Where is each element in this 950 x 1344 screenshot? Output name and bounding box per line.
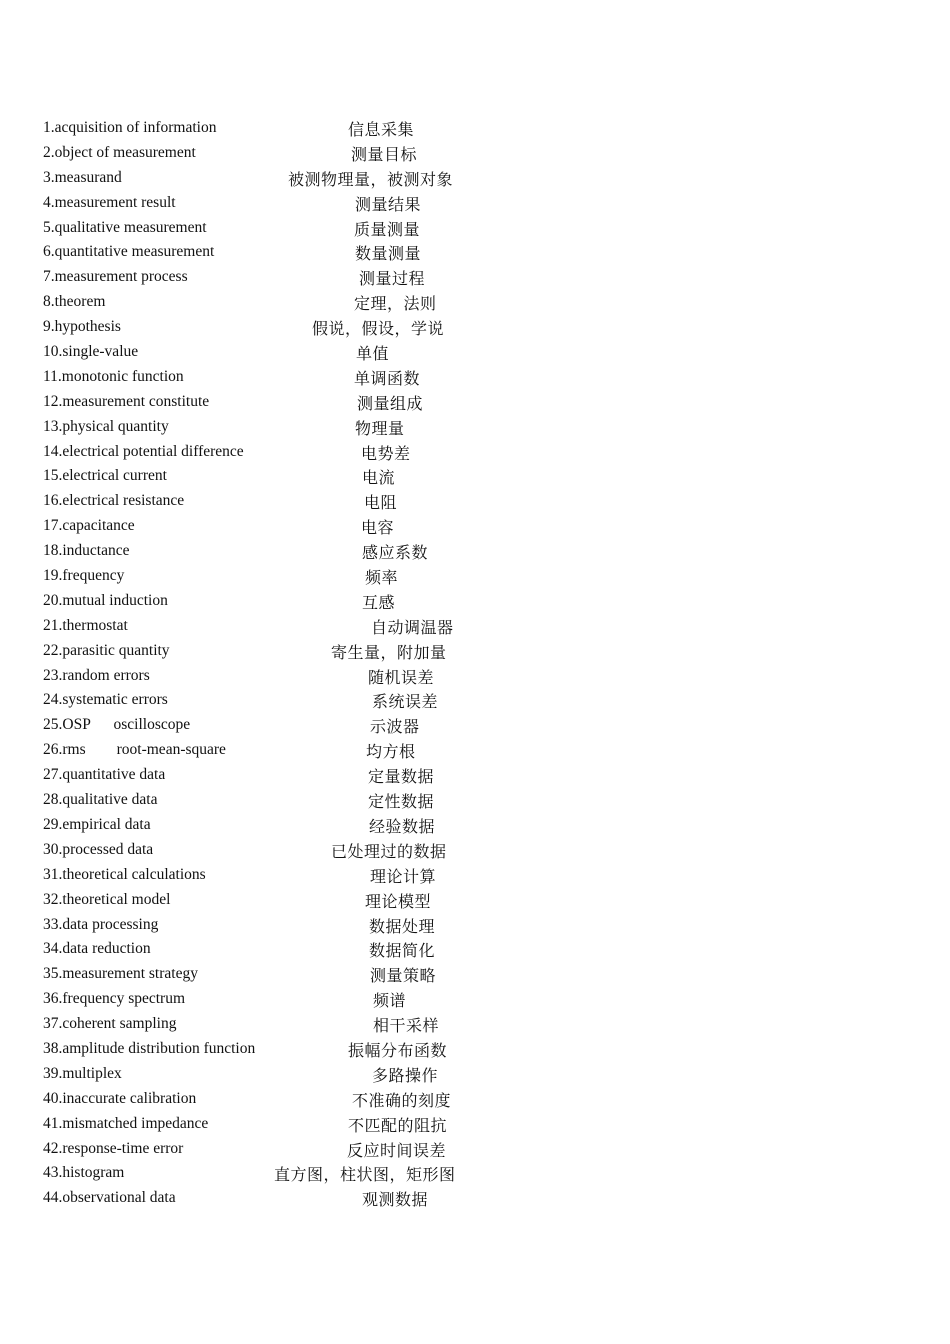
english-term: 17.capacitance bbox=[43, 517, 135, 535]
glossary-entry bbox=[43, 539, 903, 564]
english-term: 19.frequency bbox=[43, 567, 125, 585]
english-term: 22.parasitic quantity bbox=[43, 641, 170, 659]
english-term: 12.measurement constitute bbox=[43, 392, 210, 410]
chinese-translation: 被测物理量，被测对象 bbox=[288, 169, 454, 189]
english-term: 23.random errors bbox=[43, 666, 150, 684]
chinese-translation: 假说，假设，学说 bbox=[312, 319, 445, 339]
chinese-translation: 数据简化 bbox=[369, 941, 436, 961]
glossary-entry bbox=[43, 141, 903, 166]
chinese-translation: 测量目标 bbox=[351, 144, 418, 164]
english-term: 35.measurement strategy bbox=[43, 965, 198, 983]
english-term: 6.quantitative measurement bbox=[43, 243, 215, 261]
english-term: 28.qualitative data bbox=[43, 791, 158, 809]
glossary-entry bbox=[43, 365, 903, 390]
glossary-list bbox=[43, 116, 903, 1211]
english-term: 4.measurement result bbox=[43, 193, 176, 211]
chinese-translation: 测量过程 bbox=[359, 269, 426, 289]
chinese-translation: 频谱 bbox=[373, 991, 407, 1011]
chinese-translation: 单值 bbox=[356, 344, 390, 364]
chinese-translation: 理论计算 bbox=[370, 866, 437, 886]
glossary-entry bbox=[43, 688, 903, 713]
glossary-entry bbox=[43, 564, 903, 589]
english-term: 34.data reduction bbox=[43, 940, 151, 958]
english-term: 27.quantitative data bbox=[43, 766, 166, 784]
chinese-translation: 电势差 bbox=[361, 443, 411, 463]
chinese-translation: 随机误差 bbox=[368, 667, 435, 687]
glossary-entry bbox=[43, 987, 903, 1012]
glossary-entry bbox=[43, 1161, 903, 1186]
english-term: 32.theoretical model bbox=[43, 890, 171, 908]
glossary-entry bbox=[43, 1112, 903, 1137]
glossary-entry bbox=[43, 166, 903, 191]
english-term: 33.data processing bbox=[43, 915, 159, 933]
glossary-entry bbox=[43, 738, 903, 763]
english-term: 7.measurement process bbox=[43, 268, 188, 286]
english-term: 36.frequency spectrum bbox=[43, 990, 186, 1008]
chinese-translation: 感应系数 bbox=[362, 543, 429, 563]
chinese-translation: 经验数据 bbox=[369, 816, 436, 836]
glossary-entry bbox=[43, 514, 903, 539]
english-term: 15.electrical current bbox=[43, 467, 167, 485]
english-term: 29.empirical data bbox=[43, 815, 151, 833]
glossary-entry bbox=[43, 913, 903, 938]
chinese-translation: 定量数据 bbox=[368, 767, 435, 787]
chinese-translation: 定性数据 bbox=[368, 792, 435, 812]
chinese-translation: 振幅分布函数 bbox=[348, 1040, 448, 1060]
glossary-entry bbox=[43, 315, 903, 340]
glossary-entry bbox=[43, 440, 903, 465]
glossary-entry bbox=[43, 664, 903, 689]
english-term: 16.electrical resistance bbox=[43, 492, 185, 510]
chinese-translation: 不匹配的阻抗 bbox=[348, 1115, 448, 1135]
english-term: 40.inaccurate calibration bbox=[43, 1089, 197, 1107]
glossary-entry bbox=[43, 937, 903, 962]
english-term: 5.qualitative measurement bbox=[43, 218, 207, 236]
english-term: 13.physical quantity bbox=[43, 417, 169, 435]
english-term: 37.coherent sampling bbox=[43, 1015, 177, 1033]
english-term: 2.object of measurement bbox=[43, 143, 196, 161]
glossary-entry bbox=[43, 265, 903, 290]
glossary-entry bbox=[43, 1012, 903, 1037]
glossary-entry bbox=[43, 763, 903, 788]
chinese-translation: 已处理过的数据 bbox=[331, 841, 447, 861]
glossary-entry bbox=[43, 589, 903, 614]
glossary-entry bbox=[43, 1137, 903, 1162]
glossary-entry bbox=[43, 240, 903, 265]
chinese-translation: 频率 bbox=[365, 568, 399, 588]
glossary-entry bbox=[43, 216, 903, 241]
glossary-entry bbox=[43, 1186, 903, 1211]
chinese-translation: 均方根 bbox=[366, 742, 416, 762]
chinese-translation: 质量测量 bbox=[354, 219, 421, 239]
glossary-entry bbox=[43, 863, 903, 888]
chinese-translation: 测量组成 bbox=[357, 393, 424, 413]
chinese-translation: 数据处理 bbox=[369, 916, 436, 936]
glossary-entry bbox=[43, 390, 903, 415]
chinese-translation: 物理量 bbox=[355, 418, 405, 438]
chinese-translation: 测量策略 bbox=[370, 966, 437, 986]
chinese-translation: 互感 bbox=[362, 592, 396, 612]
glossary-entry bbox=[43, 838, 903, 863]
chinese-translation: 电容 bbox=[361, 518, 395, 538]
english-term: 39.multiplex bbox=[43, 1064, 122, 1082]
chinese-translation: 不准确的刻度 bbox=[352, 1090, 452, 1110]
glossary-entry bbox=[43, 340, 903, 365]
glossary-entry bbox=[43, 464, 903, 489]
glossary-entry bbox=[43, 290, 903, 315]
chinese-translation: 直方图，柱状图，矩形图 bbox=[274, 1165, 456, 1185]
glossary-entry bbox=[43, 1087, 903, 1112]
english-term: 43.histogram bbox=[43, 1164, 125, 1182]
english-term: 8.theorem bbox=[43, 293, 106, 311]
glossary-entry bbox=[43, 1062, 903, 1087]
english-term: 24.systematic errors bbox=[43, 691, 168, 709]
english-term: 42.response-time error bbox=[43, 1139, 184, 1157]
english-term: 20.mutual induction bbox=[43, 591, 168, 609]
chinese-translation: 单调函数 bbox=[354, 368, 421, 388]
glossary-entry bbox=[43, 962, 903, 987]
glossary-entry bbox=[43, 1037, 903, 1062]
chinese-translation: 反应时间误差 bbox=[347, 1140, 447, 1160]
english-term: 1.acquisition of information bbox=[43, 119, 217, 136]
english-term: 38.amplitude distribution function bbox=[43, 1039, 256, 1057]
english-term: 11.monotonic function bbox=[43, 367, 184, 385]
chinese-translation: 测量结果 bbox=[355, 194, 422, 214]
chinese-translation: 数量测量 bbox=[355, 244, 422, 264]
chinese-translation: 电流 bbox=[362, 468, 396, 488]
glossary-entry bbox=[43, 713, 903, 738]
english-term: 25.OSP oscilloscope bbox=[43, 716, 191, 734]
chinese-translation: 自动调温器 bbox=[371, 617, 454, 637]
english-term: 21.thermostat bbox=[43, 616, 128, 634]
english-term: 3.measurand bbox=[43, 168, 122, 186]
english-term: 14.electrical potential difference bbox=[43, 442, 244, 460]
glossary-entry bbox=[43, 116, 903, 141]
glossary-entry bbox=[43, 614, 903, 639]
chinese-translation: 示波器 bbox=[370, 717, 420, 737]
glossary-entry bbox=[43, 489, 903, 514]
english-term: 10.single-value bbox=[43, 343, 139, 361]
glossary-entry bbox=[43, 415, 903, 440]
chinese-translation: 理论模型 bbox=[365, 891, 432, 911]
glossary-entry bbox=[43, 888, 903, 913]
english-term: 9.hypothesis bbox=[43, 318, 121, 336]
chinese-translation: 寄生量，附加量 bbox=[331, 642, 447, 662]
chinese-translation: 信息采集 bbox=[348, 120, 415, 139]
english-term: 30.processed data bbox=[43, 840, 154, 858]
glossary-entry bbox=[43, 191, 903, 216]
english-term: 18.inductance bbox=[43, 542, 130, 560]
chinese-translation: 定理，法则 bbox=[354, 294, 437, 314]
english-term: 26.rms root-mean-square bbox=[43, 741, 226, 759]
chinese-translation: 观测数据 bbox=[362, 1190, 429, 1210]
glossary-entry bbox=[43, 788, 903, 813]
english-term: 41.mismatched impedance bbox=[43, 1114, 209, 1132]
english-term: 31.theoretical calculations bbox=[43, 865, 206, 883]
chinese-translation: 相干采样 bbox=[373, 1016, 440, 1036]
english-term: 44.observational data bbox=[43, 1189, 176, 1207]
chinese-translation: 电阻 bbox=[364, 493, 398, 513]
chinese-translation: 多路操作 bbox=[372, 1065, 439, 1085]
chinese-translation: 系统误差 bbox=[372, 692, 439, 712]
glossary-entry bbox=[43, 639, 903, 664]
glossary-entry bbox=[43, 813, 903, 838]
